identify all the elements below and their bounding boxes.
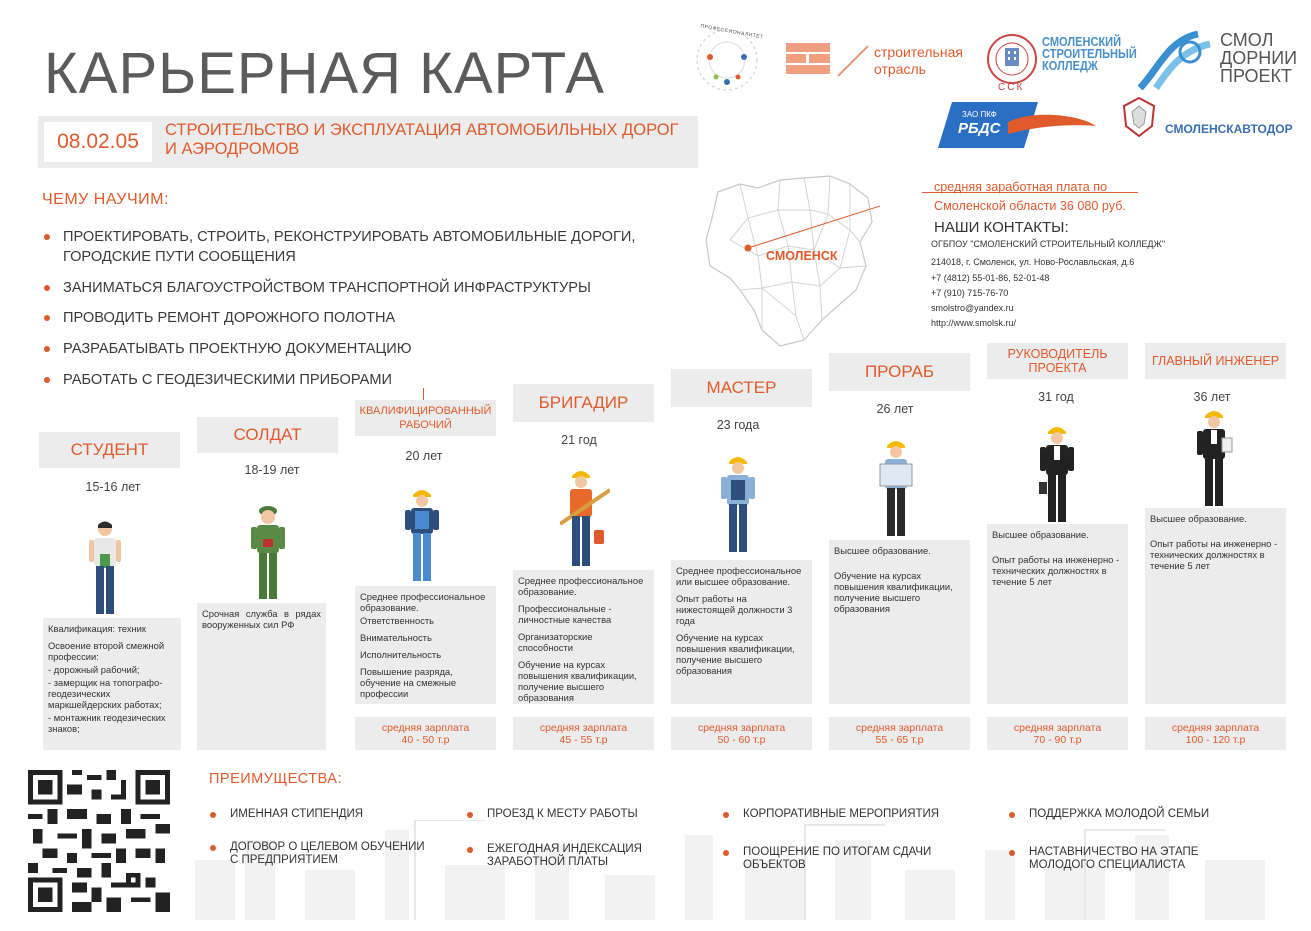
college-line1: СМОЛЕНСКИЙ — [1042, 34, 1122, 49]
contact-org: ОГБПОУ "СМОЛЕНСКИЙ СТРОИТЕЛЬНЫЙ КОЛЛЕДЖ" — [931, 239, 1166, 249]
contact-site[interactable]: http://www.smolsk.ru/ — [931, 318, 1017, 328]
smol-line2: ДОРНИИ — [1220, 48, 1298, 68]
stage-age: 36 лет — [1193, 390, 1231, 404]
smoldorniiproekt-icon — [1138, 30, 1218, 95]
qr-code[interactable] — [28, 770, 170, 912]
stage-age: 15-16 лет — [85, 480, 141, 494]
bullet-icon — [210, 812, 216, 818]
prorab-figure-icon — [876, 438, 916, 545]
bullet-icon — [44, 315, 50, 321]
bullet-icon — [723, 812, 729, 818]
learn-item: РАБОТАТЬ С ГЕОДЕЗИЧЕСКИМИ ПРИБОРАМИ — [44, 370, 684, 390]
contact-phone1: +7 (4812) 55-01-86, 52-01-48 — [931, 273, 1050, 283]
advantage-item: ПРОЕЗД К МЕСТУ РАБОТЫ — [487, 808, 687, 821]
region-salary-line2: Смоленской области 36 080 руб. — [934, 199, 1126, 213]
project-manager-figure-icon — [1037, 424, 1077, 531]
industry-line1: строительная — [874, 44, 963, 60]
smol-line3: ПРОЕКТ — [1220, 66, 1293, 86]
worker-figure-icon — [402, 487, 442, 590]
bullet-icon — [44, 234, 50, 240]
bullet-icon — [723, 850, 729, 856]
stage-title-soldier: СОЛДАТ — [197, 417, 338, 453]
advantage-item: НАСТАВНИЧЕСТВО НА ЭТАПЕ МОЛОДОГО СПЕЦИАЛИСТА — [1029, 846, 1229, 872]
contact-phone2: +7 (910) 715-76-70 — [931, 288, 1009, 298]
stage-desc-worker: Среднее профессиональное образование. Ответственность Внимательность Исполнительность Повышение разряда, обучение на смежные профессии — [355, 586, 496, 704]
stage-title-brigadier: БРИГАДИР — [513, 384, 654, 422]
bullet-icon — [467, 812, 473, 818]
stage-salary-chief-engineer: средняя зарплата 100 - 120 т.р — [1145, 717, 1286, 750]
stage-desc-master: Среднее профессиональное или высшее образование. Опыт работы на нижестоящей должности 3 года Обучение на курсах повышения квалификации, получение высшего образования — [671, 560, 812, 704]
stage-desc-brigadier: Среднее профессиональное образование. Профессиональные - личностные качества Организаторские способности Обучение на курсах повышения квалификации, получение высшего образования — [513, 570, 654, 704]
stage-age: 21 год — [561, 433, 597, 447]
bullet-icon — [210, 845, 216, 851]
bullet-icon — [1009, 850, 1015, 856]
stage-title-prorab: ПРОРАБ — [829, 353, 970, 391]
learn-item: РАЗРАБАТЫВАТЬ ПРОЕКТНУЮ ДОКУМЕНТАЦИЮ — [44, 339, 684, 359]
advantage-item: ПОДДЕРЖКА МОЛОДОЙ СЕМЬИ — [1029, 808, 1249, 821]
stage-title-student: СТУДЕНТ — [39, 432, 180, 468]
smol-line1: СМОЛ — [1220, 30, 1274, 50]
learn-item: ЗАНИМАТЬСЯ БЛАГОУСТРОЙСТВОМ ТРАНСПОРТНОЙ ИНФРАСТРУКТУРЫ — [44, 278, 684, 298]
divider-slash — [836, 44, 870, 83]
advantage-item: ПООЩРЕНИЕ ПО ИТОГАМ СДАЧИ ОБЪЕКТОВ — [743, 846, 963, 872]
bullet-icon — [44, 285, 50, 291]
stage-title-chief-engineer: ГЛАВНЫЙ ИНЖЕНЕР — [1145, 343, 1286, 379]
stage-desc-project-manager: Высшее образование. Опыт работы на инженерно - технических должностях в течение 5 лет — [987, 524, 1128, 704]
stage-salary-master: средняя зарплата 50 - 60 т.р — [671, 717, 812, 750]
brigadier-figure-icon — [560, 468, 610, 575]
contact-address: 214018, г. Смоленск, ул. Ново-Рославльская, д.6 — [931, 257, 1135, 267]
chief-engineer-figure-icon — [1194, 408, 1234, 515]
region-salary-note — [934, 178, 1126, 216]
contact-email[interactable]: smolstro@yandex.ru — [931, 303, 1014, 313]
soldier-figure-icon — [248, 505, 288, 608]
bullet-icon — [1009, 812, 1015, 818]
bullet-icon — [44, 377, 50, 383]
specialty-name: СТРОИТЕЛЬСТВО И ЭКСПЛУАТАЦИЯ АВТОМОБИЛЬНЫХ ДОРОГ И АЭРОДРОМОВ — [165, 121, 679, 158]
stage-salary-prorab: средняя зарплата 55 - 65 т.р — [829, 717, 970, 750]
stage-age: 26 лет — [876, 402, 914, 416]
ssk-abbr: ССК — [998, 82, 1025, 93]
stage-desc-chief-engineer: Высшее образование. Опыт работы на инженерно - технических должностях в течение 5 лет — [1145, 508, 1286, 704]
stage-title-worker: КВАЛИФИЦИРОВАННЫЙ РАБОЧИЙ — [355, 400, 496, 436]
advantage-item: КОРПОРАТИВНЫЕ МЕРОПРИЯТИЯ — [743, 808, 963, 821]
bullet-icon — [467, 847, 473, 853]
avtodor-emblem-icon — [1118, 96, 1160, 143]
stage-title-master: МАСТЕР — [671, 369, 812, 407]
learn-item: ПРОЕКТИРОВАТЬ, СТРОИТЬ, РЕКОНСТРУИРОВАТЬ АВТОМОБИЛЬНЫЕ ДОРОГИ, ГОРОДСКИЕ ПУТИ СООБЩЕНИЯ — [44, 227, 644, 267]
stage-salary-brigadier: средняя зарплата 45 - 55 т.р — [513, 717, 654, 750]
rbds-top: ЗАО ПКФ — [962, 110, 997, 119]
bullet-icon — [44, 346, 50, 352]
stage-age: 31 год — [1038, 390, 1074, 404]
college-line2: СТРОИТЕЛЬНЫЙ — [1042, 46, 1137, 61]
brick-icon — [786, 43, 832, 82]
master-figure-icon — [718, 454, 758, 561]
college-logo-text — [1042, 36, 1137, 72]
map-city-label: СМОЛЕНСК — [766, 249, 838, 263]
advantages-title: ПРЕИМУЩЕСТВА: — [209, 771, 342, 787]
page-title: КАРЬЕРНАЯ КАРТА — [44, 41, 605, 106]
avtodor-text: СМОЛЕНСКАВТОДОР — [1165, 122, 1293, 136]
smoldorniiproekt-text — [1220, 31, 1297, 85]
learn-item: ПРОВОДИТЬ РЕМОНТ ДОРОЖНОГО ПОЛОТНА — [44, 308, 684, 328]
rbds-main: РБДС — [958, 120, 1001, 137]
contacts-title: НАШИ КОНТАКТЫ: — [934, 219, 1069, 236]
professionalitet-text: ПРОФЕССИОНАЛИТЕТ — [699, 23, 764, 41]
college-line3: КОЛЛЕДЖ — [1042, 58, 1098, 73]
stage-desc-prorab: Высшее образование. Обучение на курсах повышения квалификации, получение высшего образования — [829, 540, 970, 704]
advantage-item: ИМЕННАЯ СТИПЕНДИЯ — [230, 808, 430, 821]
stage-salary-worker: средняя зарплата 40 - 50 т.р — [355, 717, 496, 750]
stage-age: 18-19 лет — [244, 463, 300, 477]
stage-title-project-manager: РУКОВОДИТЕЛЬ ПРОЕКТА — [987, 343, 1128, 379]
stage-salary-project-manager: средняя зарплата 70 - 90 т.р — [987, 717, 1128, 750]
stage-desc-soldier: Срочная служба в рядах вооруженных сил РФ — [197, 603, 326, 750]
region-salary-line1: средняя заработная плата по — [934, 180, 1108, 194]
stage-age: 23 года — [716, 418, 760, 432]
specialty-code: 08.02.05 — [44, 122, 152, 162]
student-figure-icon — [86, 520, 124, 623]
advantage-item: ДОГОВОР О ЦЕЛЕВОМ ОБУЧЕНИИ С ПРЕДПРИЯТИЕМ — [230, 841, 430, 867]
learn-title: ЧЕМУ НАУЧИМ: — [42, 191, 169, 208]
advantage-item: ЕЖЕГОДНАЯ ИНДЕКСАЦИЯ ЗАРАБОТНОЙ ПЛАТЫ — [487, 843, 667, 869]
stage-age: 20 лет — [405, 449, 443, 463]
industry-line2: отрасль — [874, 61, 926, 77]
stage-desc-student: Квалификация: техник Освоение второй смежной профессии: - дорожный рабочий; - замерщик на топографо-геодезических маркшейдерских работах; - монтажник геодезических знаков; — [43, 618, 181, 750]
